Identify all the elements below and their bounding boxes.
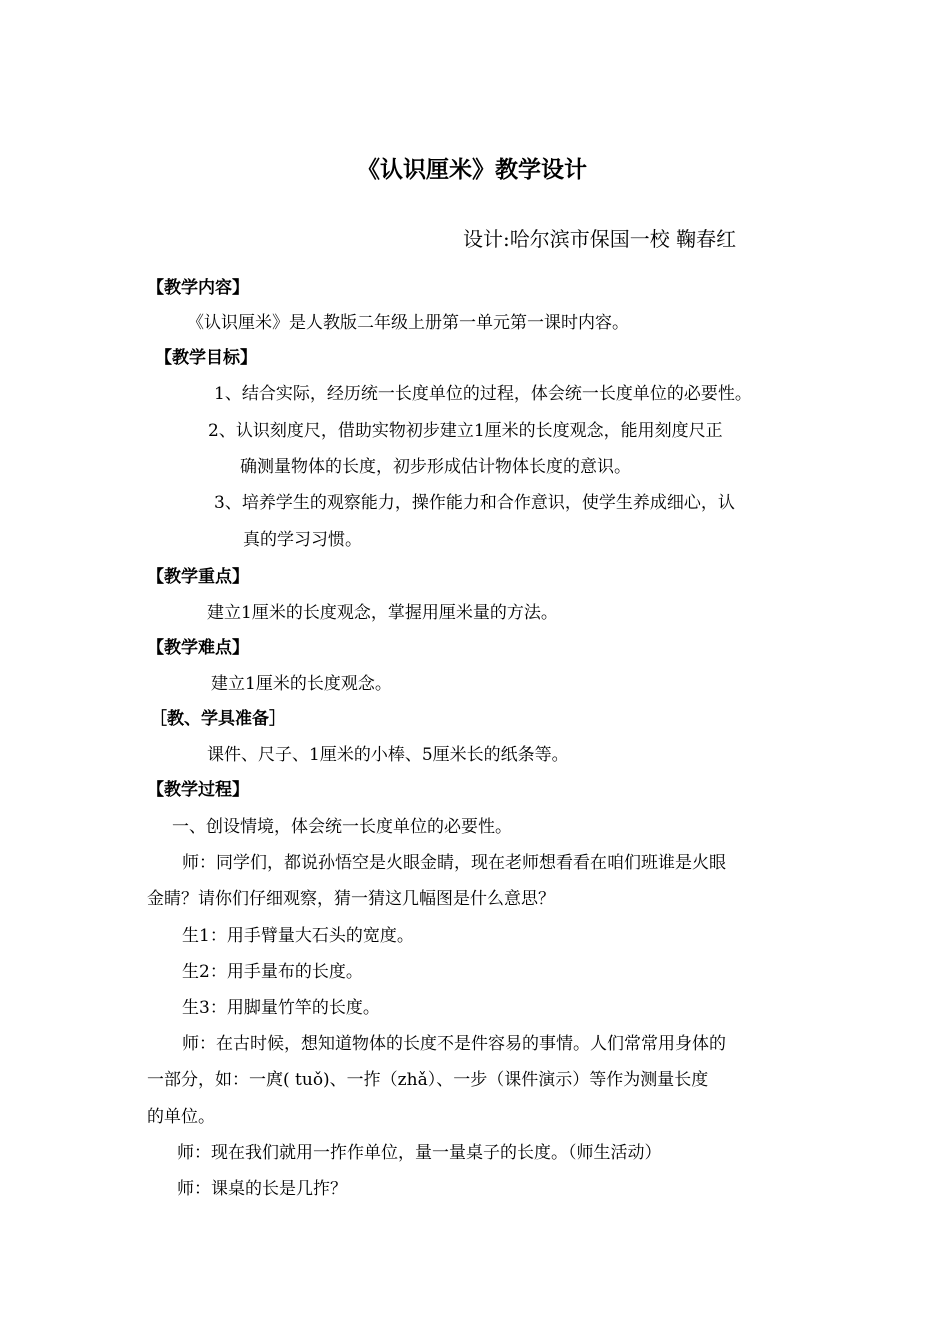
student-answer-2: 生2：用手量布的长度。: [182, 962, 363, 982]
section-heading-materials: ［教、学具准备］: [150, 709, 286, 729]
process-paragraph-1-line2: 金睛？请你们仔细观察，猜一猜这几幅图是什么意思？: [147, 889, 555, 909]
section-heading-difficulties: 【教学难点】: [147, 638, 249, 658]
section-heading-process: 【教学过程】: [147, 780, 249, 800]
process-step-1: 一、创设情境，体会统一长度单位的必要性。: [172, 817, 512, 837]
process-paragraph-2-line2: 一部分，如：一庹( tuǒ)、一拃（zhǎ）、一步（课件演示）等作为测量长度: [147, 1070, 709, 1090]
page-title: 《认识厘米》教学设计: [357, 156, 587, 183]
process-paragraph-1-line1: 师：同学们，都说孙悟空是火眼金睛，现在老师想看看在咱们班谁是火眼: [182, 853, 726, 873]
goal-item-3-line2: 真的学习习惯。: [243, 530, 362, 550]
process-paragraph-4: 师：课桌的长是几拃？: [177, 1179, 347, 1199]
student-answer-1: 生1：用手臂量大石头的宽度。: [182, 926, 414, 946]
process-paragraph-2-line3: 的单位。: [147, 1107, 215, 1127]
materials-text: 课件、尺子、1厘米的小棒、5厘米长的纸条等。: [207, 745, 569, 765]
process-paragraph-3: 师：现在我们就用一拃作单位，量一量桌子的长度。（师生活动）: [177, 1143, 662, 1163]
goal-item-2-line1: 2、认识刻度尺，借助实物初步建立1厘米的长度观念，能用刻度尺正: [208, 421, 723, 441]
content-text: 《认识厘米》是人教版二年级上册第一单元第一课时内容。: [187, 313, 629, 333]
section-heading-key-points: 【教学重点】: [147, 567, 249, 587]
goal-item-3-line1: 3、培养学生的观察能力，操作能力和合作意识，使学生养成细心，认: [214, 493, 735, 513]
section-heading-content: 【教学内容】: [147, 278, 249, 298]
section-heading-goals: 【教学目标】: [155, 348, 257, 368]
goal-item-2-line2: 确测量物体的长度，初步形成估计物体长度的意识。: [240, 457, 631, 477]
goal-item-1: 1、结合实际，经历统一长度单位的过程，体会统一长度单位的必要性。: [214, 384, 752, 404]
difficulties-text: 建立1厘米的长度观念。: [211, 674, 392, 694]
student-answer-3: 生3：用脚量竹竿的长度。: [182, 998, 380, 1018]
key-points-text: 建立1厘米的长度观念，掌握用厘米量的方法。: [207, 603, 558, 623]
author-line: 设计:哈尔滨市保国一校 鞠春红: [463, 227, 737, 251]
process-paragraph-2-line1: 师：在古时候，想知道物体的长度不是件容易的事情。人们常常用身体的: [182, 1034, 726, 1054]
